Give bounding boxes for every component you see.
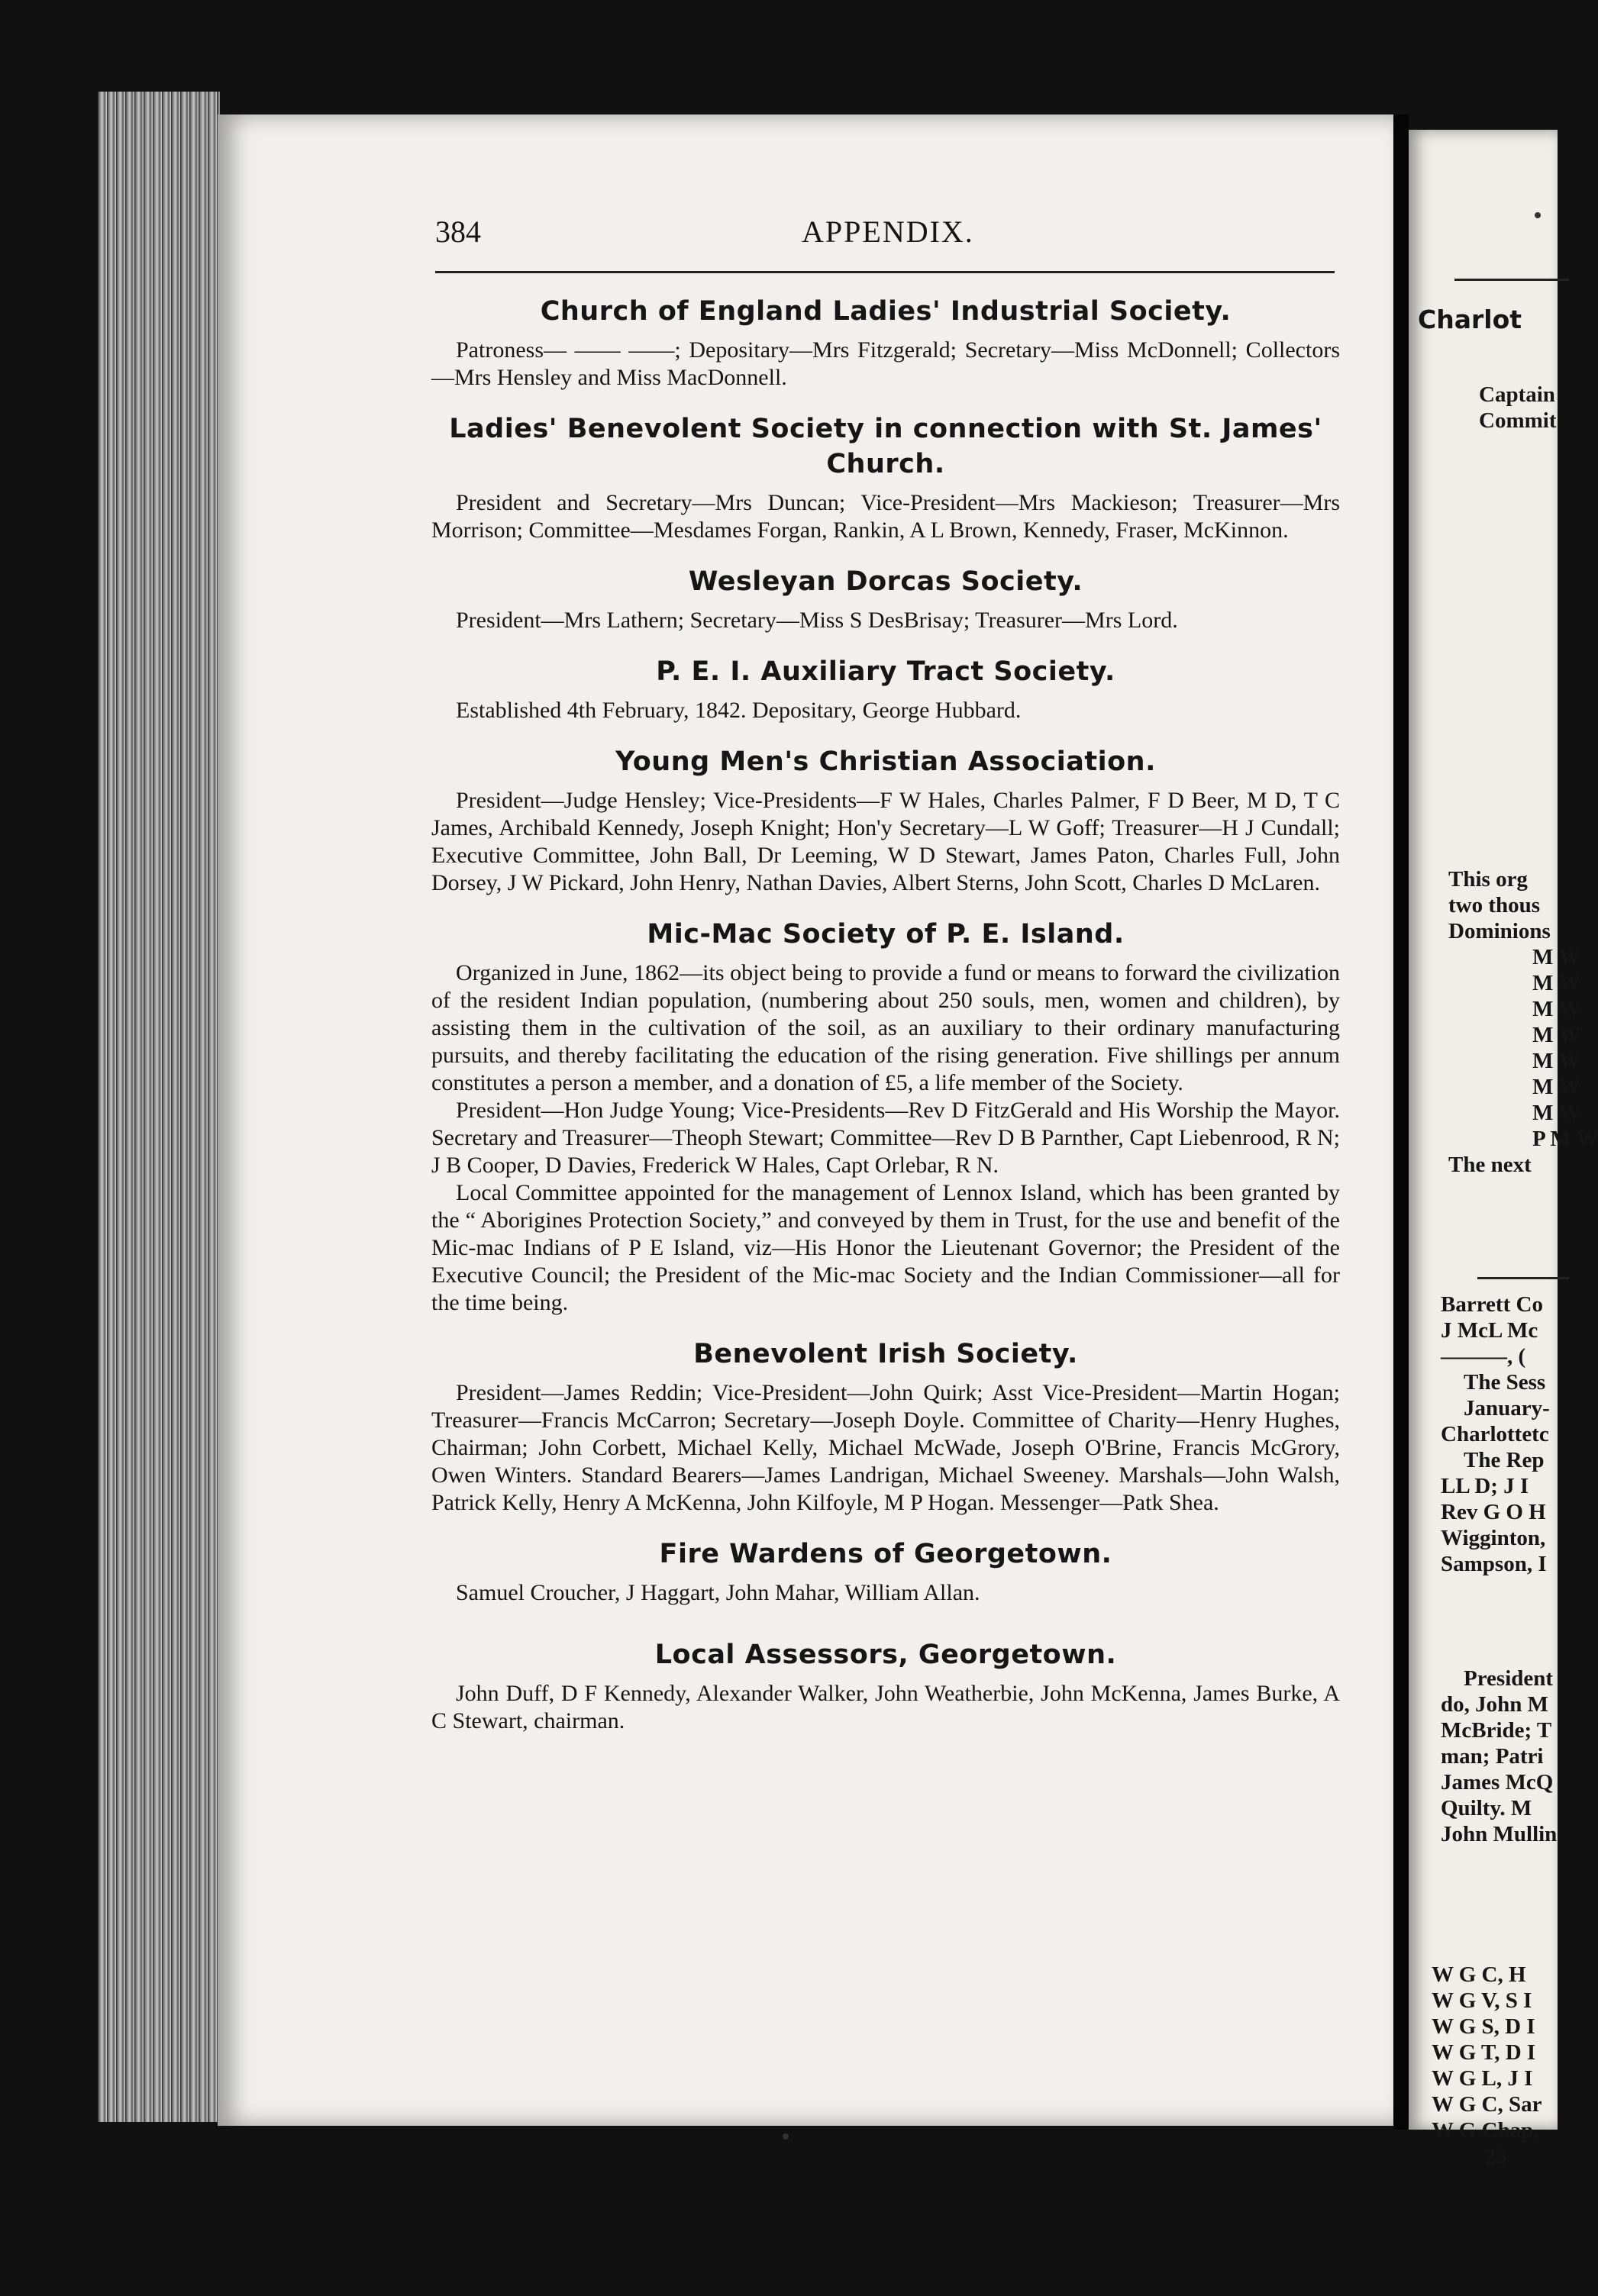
section-wesleyan-dorcas <box>431 564 1340 654</box>
facing-page-fragment-line: P M W <box>1532 1127 1598 1151</box>
facing-page-fragment-line: Dominions <box>1448 919 1551 943</box>
page-body <box>431 294 1340 1735</box>
facing-page-fragment-line: This org <box>1448 867 1528 892</box>
section-paragraph: President—James Reddin; Vice-President—John Quirk; Asst Vice-President—Martin Hogan; Treasurer—Francis McCarron; Secretary—Joseph Doyle. Committee of Charity—Henry Hughes, Chairman; John Corbett, Michael Kelly, Michael McWade, Joseph O'Brine, Francis McGrory, Owen Winters. Standard Bearers—James Landrigan, Michael Sweeney. Marshals—John Walsh, Patrick Kelly, Henry A McKenna, John Kilfoyle, M P Hogan. Messenger—Patk Shea. <box>431 1380 1340 1515</box>
facing-page-fragment-line: Quilty. M <box>1441 1796 1532 1820</box>
facing-page-fragment-line: M W <box>1532 997 1581 1021</box>
facing-page-rule-lower <box>1477 1277 1569 1279</box>
section-fire-wardens <box>431 1537 1340 1637</box>
facing-page-fragment-line: two thous <box>1448 893 1541 917</box>
section-mic-mac <box>431 917 1340 1337</box>
section-church-of-england <box>431 294 1340 411</box>
facing-page-fragment-line: Barrett Co <box>1441 1292 1543 1317</box>
page-stack-edge <box>98 92 220 2122</box>
section-paragraph: Local Committee appointed for the management of Lennox Island, which has been granted by the “ Aborigines Protection Society,” and conveyed by them in Trust, for the use and benefit of the Mic-mac Indians of P E Island, viz—His Honor the Lieutenant Governor; the President of the Executive Council; the President of the Mic-mac Society and the Indian Commissioner—all for the time being. <box>431 1180 1340 1315</box>
facing-page-fragment-line: M W <box>1532 1101 1581 1125</box>
section-paragraph: President—Judge Hensley; Vice-Presidents—F W Hales, Charles Palmer, F D Beer, M D, T C James, Archibald Kennedy, Joseph Knight; Hon'y Secretary—L W Goff; Treasurer—H J Cundall; Executive Committee, John Ball, Dr Leeming, W D Stewart, James Paton, Charles Full, John Dorsey, J W Pickard, John Henry, Nathan Davies, Albert Sterns, John Scott, Charles D McLaren. <box>431 788 1340 895</box>
section-paragraph: Samuel Croucher, J Haggart, John Mahar, William Allan. <box>456 1580 980 1605</box>
facing-page-fragment-line: McBride; T <box>1441 1718 1552 1743</box>
section-title: Ladies' Benevolent Society in connection with St. James' Church. <box>449 414 1322 479</box>
section-paragraph: President—Hon Judge Young; Vice-Presidents—Rev D FitzGerald and His Worship the Mayor. Secretary and Treasurer—Theoph Stewart; Committee—Rev D B Parnther, Capt Liebenrood, R N; J B Cooper, D Davies, Frederick W Hales, Capt Orlebar, R N. <box>431 1098 1340 1178</box>
facing-page-fragment-line: James McQ <box>1441 1770 1554 1795</box>
facing-page-fragment-line: M W <box>1532 945 1581 969</box>
section-tract-society <box>431 654 1340 744</box>
facing-page-rule <box>1454 279 1569 281</box>
section-ladies-benevolent <box>431 411 1340 564</box>
facing-page-fragment-line: W G C, Sar <box>1432 2092 1542 2117</box>
section-title: Church of England Ladies' Industrial Society. <box>540 296 1232 327</box>
section-paragraph: Organized in June, 1862—its object being to provide a fund or means to forward the civilization of the resident Indian population, (numbering about 250 souls, men, women and children), by assisting them in the cultivation of the soil, as an auxiliary to their ordinary manufacturing pursuits, and thereby facilitating the education of the rising generation. Five shillings per annum constitutes a person a member, and a donation of £5, a life member of the Society. <box>431 960 1340 1095</box>
section-title: P. E. I. Auxiliary Tract Society. <box>656 656 1115 687</box>
running-head <box>435 214 1344 252</box>
facing-page <box>1409 130 1598 2169</box>
facing-page-fragment-line: Captain <box>1479 382 1555 407</box>
facing-page-fragment-line: John Mullin <box>1441 1822 1558 1846</box>
facing-page-fragment-line: W G T, D I <box>1432 2040 1536 2065</box>
facing-page-fragment-line: Sampson, I <box>1441 1552 1547 1576</box>
facing-page-fragment-line: The Rep <box>1464 1448 1545 1472</box>
facing-page-fragment-line: The Sess <box>1464 1370 1546 1395</box>
book-gutter <box>1393 114 1409 2130</box>
facing-page-fragment-line: M W <box>1532 1049 1581 1073</box>
section-paragraph: Established 4th February, 1842. Depositary, George Hubbard. <box>456 698 1022 723</box>
facing-page-dot <box>1535 212 1541 218</box>
section-paragraph: Patroness— —— ——; Depositary—Mrs Fitzgerald; Secretary—Miss McDonnell; Collectors—Mrs Hensley and Miss MacDonnell. <box>431 337 1340 390</box>
section-title: Mic-Mac Society of P. E. Island. <box>647 919 1125 950</box>
section-paragraph: John Duff, D F Kennedy, Alexander Walker, John Weatherbie, John McKenna, James Burke, A C Stewart, chairman. <box>431 1681 1340 1733</box>
facing-page-fragment-line: W G S, D I <box>1432 2014 1535 2039</box>
section-paragraph: President and Secretary—Mrs Duncan; Vice-President—Mrs Mackieson; Treasurer—Mrs Morrison; Committee—Mesdames Forgan, Rankin, A L Brown, Kennedy, Fraser, McKinnon. <box>431 490 1340 543</box>
facing-page-fragment-line: President <box>1464 1666 1554 1691</box>
facing-page-fragment-line: Wigginton, <box>1441 1526 1546 1550</box>
facing-page-fragment-line: W G Chap, <box>1432 2118 1539 2143</box>
facing-page-fragment-line: W G V, S I <box>1432 1988 1532 2013</box>
page-number: 384 <box>435 214 481 249</box>
section-ymca <box>431 744 1340 917</box>
section-title: Fire Wardens of Georgetown. <box>659 1539 1112 1569</box>
facing-page-fragment-line: The next <box>1448 1153 1532 1177</box>
page-title: APPENDIX. <box>802 214 974 249</box>
facing-page-fragment-line: ———, ( <box>1441 1344 1526 1369</box>
facing-page-title: Charlot <box>1418 305 1522 334</box>
page-dot-mark <box>783 2133 789 2140</box>
facing-page-fragment-line: LL D; J I <box>1441 1474 1529 1498</box>
section-title: Local Assessors, Georgetown. <box>654 1640 1117 1670</box>
facing-page-fragment-line: W G C, H <box>1432 1962 1526 1987</box>
section-paragraph: President—Mrs Lathern; Secretary—Miss S DesBrisay; Treasurer—Mrs Lord. <box>456 608 1178 633</box>
facing-page-fragment-line: Rev G O H <box>1441 1500 1546 1524</box>
facing-page-fragment-line: do, John M <box>1441 1692 1549 1717</box>
section-title: Benevolent Irish Society. <box>693 1339 1078 1369</box>
facing-page-fragment-line: M W <box>1532 1023 1581 1047</box>
header-rule <box>435 271 1335 273</box>
facing-page-fragment-line: M W <box>1532 1075 1581 1099</box>
section-title: Wesleyan Dorcas Society. <box>688 566 1083 597</box>
section-local-assessors <box>431 1637 1340 1735</box>
facing-page-fragment-line: January- <box>1464 1396 1550 1420</box>
section-title: Young Men's Christian Association. <box>615 747 1156 777</box>
facing-page-fragment-line: W G L, J I <box>1432 2066 1533 2091</box>
section-benevolent-irish <box>431 1337 1340 1537</box>
facing-page-fragment-line: M W <box>1532 971 1581 995</box>
facing-page-fragment-line: Charlottetc <box>1441 1422 1549 1446</box>
facing-page-fragment-line: 25 <box>1485 2144 1507 2169</box>
facing-page-fragment-line: Commit <box>1479 408 1557 433</box>
facing-page-fragment-line: J McL Mc <box>1441 1318 1538 1343</box>
facing-page-fragment-line: man; Patri <box>1441 1744 1544 1769</box>
